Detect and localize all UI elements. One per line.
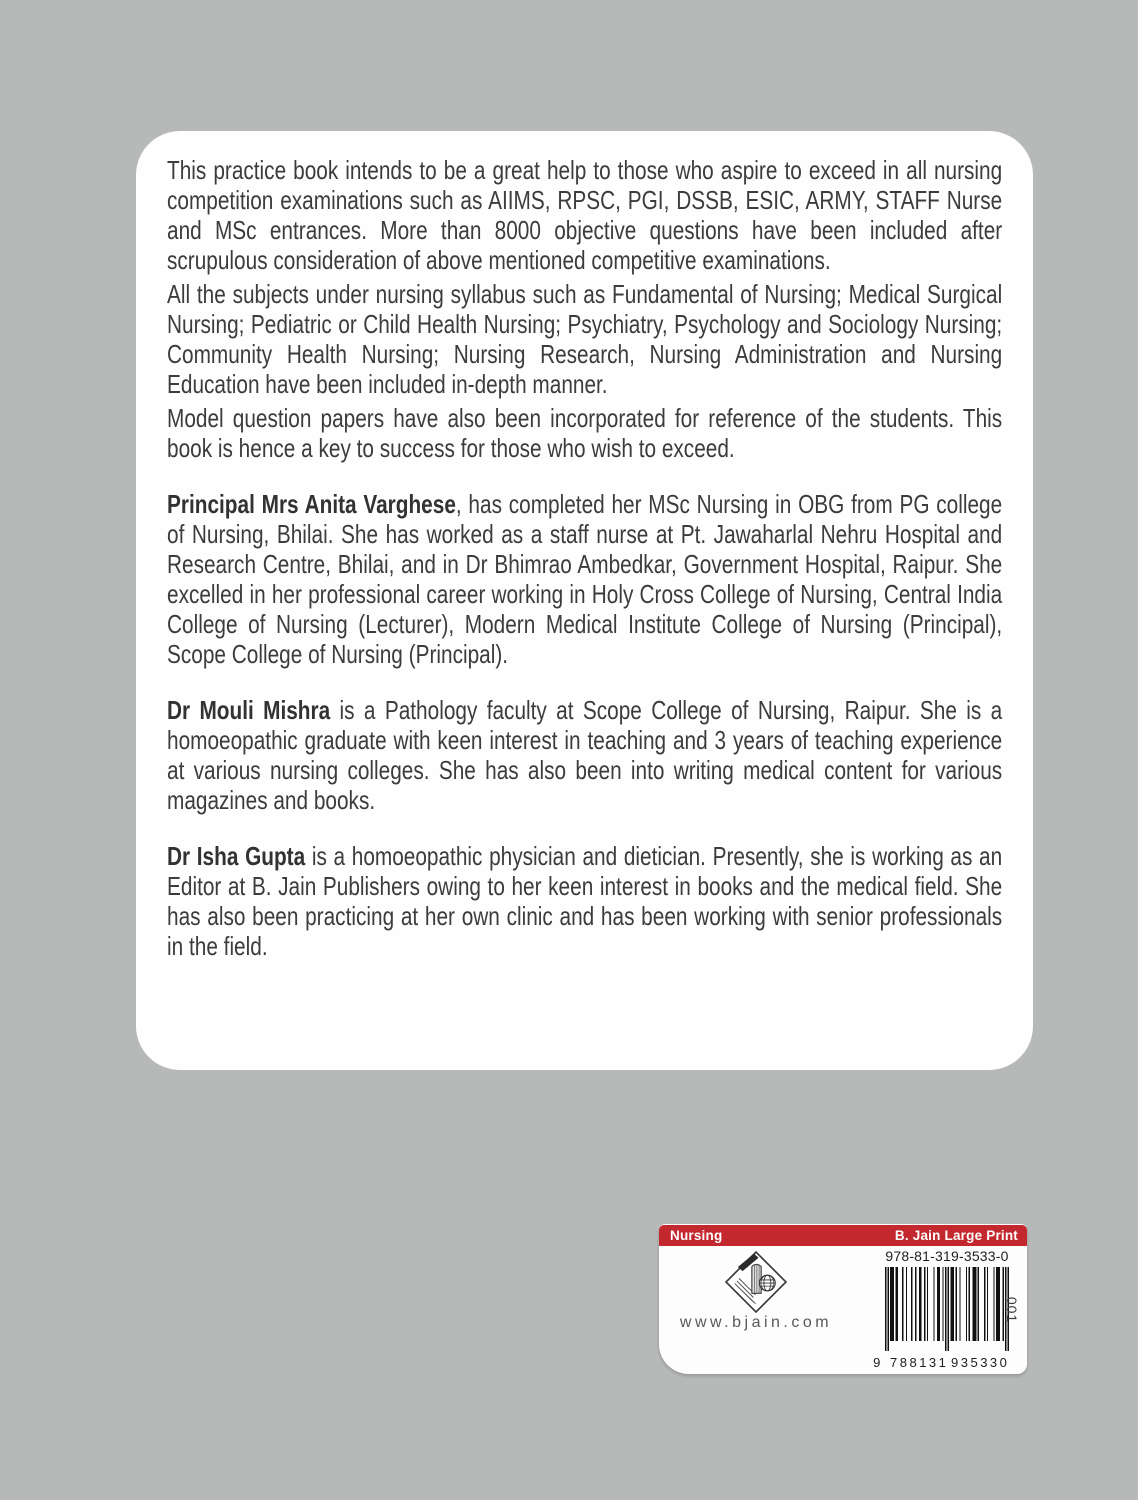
author-bio-text: is a Pathology faculty at Scope College of Nursing, Raipur. She is a homoeopathic graduate with keen interest in teaching and 3 years of teaching experience at various nursing colleges. She has also been into writing medical content for various magazines and books. — [167, 695, 1003, 815]
author-name: Dr Isha Gupta — [167, 841, 306, 871]
description-paragraph-3: Model question papers have also been incorporated for reference of the students. This book is hence a key to success for those who wish to exceed. — [167, 403, 1003, 463]
author-bio-text: is a homoeopathic physician and dietician. Presently, she is working as an Editor at B. Jain Publishers owing to her keen interest in books and the medical field. She has also been practicing at her own clinic and has been working with senior professionals in the field. — [167, 841, 1003, 961]
description-paragraph-1: This practice book intends to be a great help to those who aspire to exceed in all nursing competition examinations such as AIIMS, RPSC, PGI, DSSB, ESIC, ARMY, STAFF Nurse and MSc entrances. More than 8000 objective questions have been included after scrupulous consideration of above mentioned competitive examinations. — [167, 155, 1003, 275]
author-bio-anita-varghese — [167, 489, 1002, 669]
isbn-number: 978-81-319-3533-0 — [885, 1248, 1009, 1264]
author-name: Principal Mrs Anita Varghese — [167, 489, 456, 519]
author-bio-text: , has completed her MSc Nursing in OBG from PG college of Nursing, Bhilai. She has worked as a staff nurse at Pt. Jawaharlal Nehru Hospital and Research Centre, Bhilai, and in Dr Bhimrao Ambedkar, Government Hospital, Raipur. She excelled in her professional career working in Holy Cross College of Nursing, Central India College of Nursing (Lecturer), Modern Medical Institute College of Nursing (Principal), Scope College of Nursing (Principal). — [167, 489, 1003, 669]
print-code: 001 — [1004, 1296, 1020, 1324]
publisher-header-bar — [659, 1225, 1027, 1246]
publisher-strip — [659, 1224, 1027, 1374]
author-name: Dr Mouli Mishra — [167, 695, 331, 725]
bjain-logo-icon — [725, 1251, 787, 1313]
back-cover-blurb-card — [136, 131, 1033, 1070]
barcode-bars — [885, 1267, 1009, 1351]
isbn-barcode — [873, 1248, 1010, 1370]
blurb-text-block — [167, 155, 1002, 965]
category-label: Nursing — [670, 1228, 723, 1243]
barcode-digit-group2: 935330 — [951, 1355, 1010, 1370]
barcode-digit-prefix: 9 — [873, 1355, 883, 1370]
publisher-website: www.bjain.com — [679, 1314, 833, 1331]
series-label: B. Jain Large Print — [894, 1228, 1018, 1243]
author-bio-isha-gupta — [167, 841, 1002, 961]
author-bio-mouli-mishra — [167, 695, 1002, 815]
barcode-digit-group1: 788131 — [890, 1355, 949, 1370]
description-paragraph-2: All the subjects under nursing syllabus such as Fundamental of Nursing; Medical Surgical Nursing; Pediatric or Child Health Nursing; Psychiatry, Psychology and Sociology Nursing; Community Health Nursing; Nursing Research, Nursing Administration and Nursing Education have been included in-depth manner. — [167, 279, 1003, 399]
